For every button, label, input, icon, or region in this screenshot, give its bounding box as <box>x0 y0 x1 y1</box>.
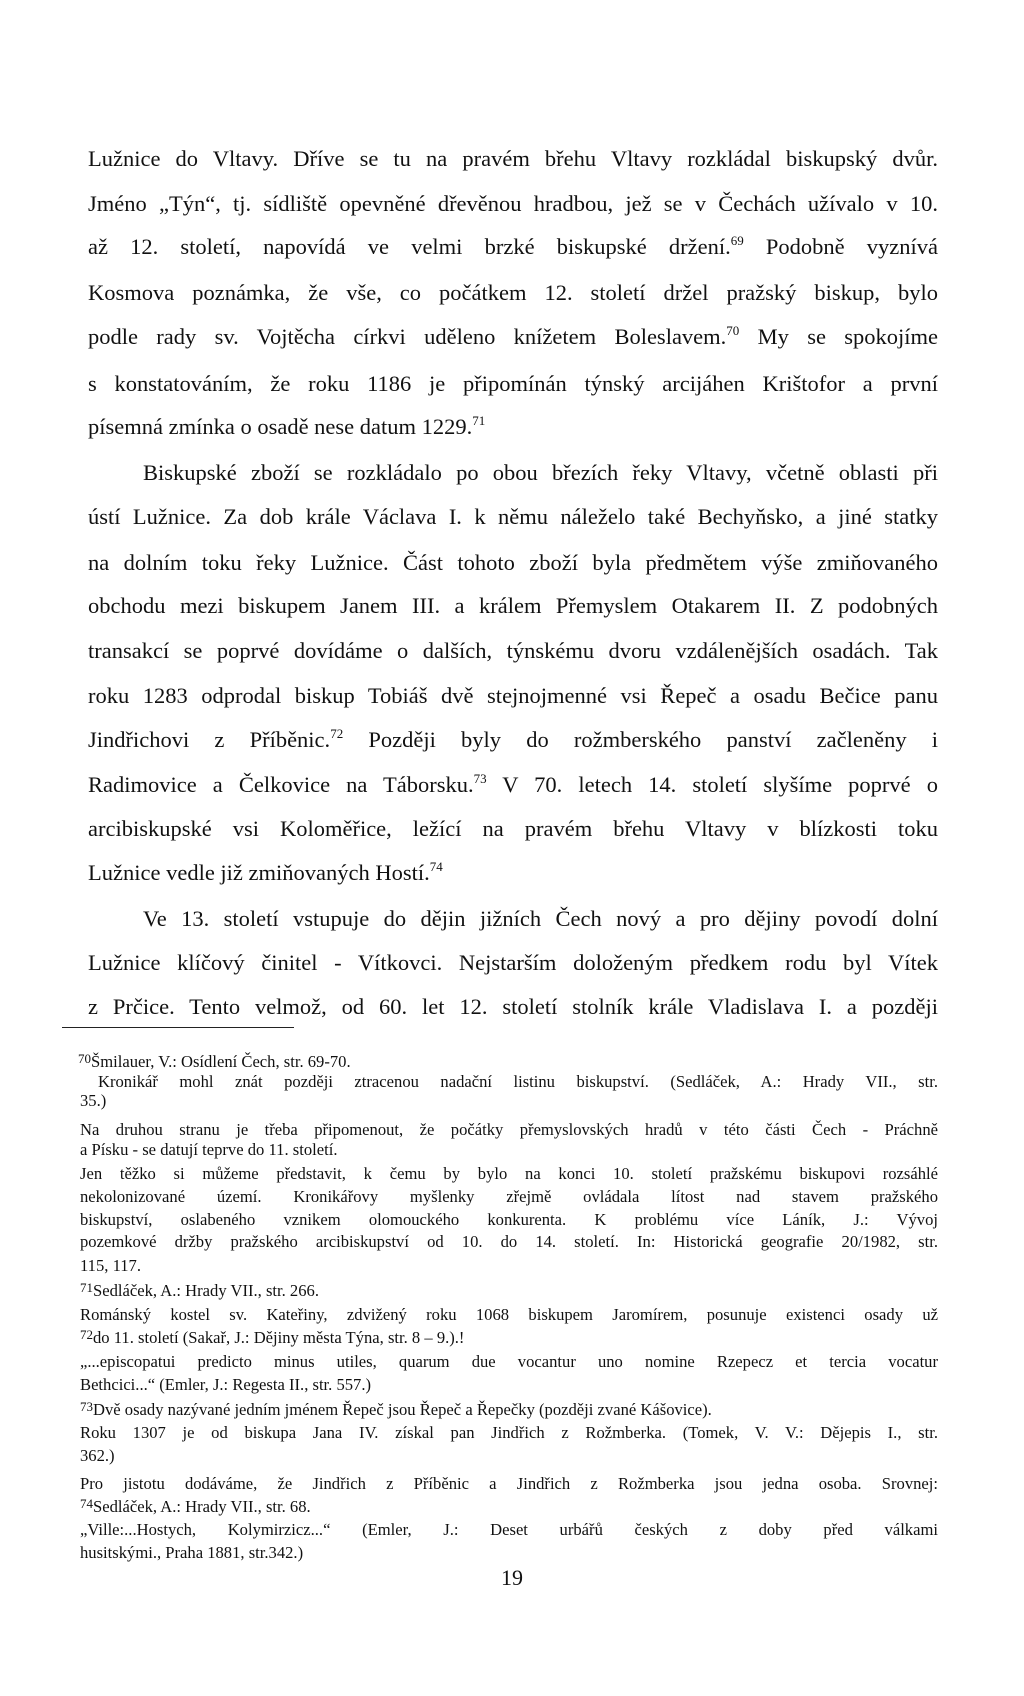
body-line: na dolním toku řeky Lužnice. Část tohoto zboží byla předmětem výše zmiňovaného <box>88 550 938 575</box>
body-line: roku 1283 odprodal biskup Tobiáš dvě stejnojmenné vsi Řepeč a osadu Bečice panu <box>88 683 938 708</box>
footnote-number: 70 <box>78 1051 91 1066</box>
footnote-line: Románský kostel sv. Kateřiny, zdvižený roku 1068 biskupem Jaromírem, posunuje existenci osady už <box>80 1305 938 1324</box>
footnote-line: $^{70}$Šmilauer, V.: Osídlení Čech, str. 69-70. <box>78 1051 351 1071</box>
body-line: Jindřichovi z Příběnic.$^{72}$ Později byly do rožmberského panství začleněny i <box>88 726 939 752</box>
footnote-ref: 70 <box>726 323 740 338</box>
footnote-line: nekolonizované území. Kronikářovy myšlenky zřejmě ovládala lítost nad stavem pražského <box>80 1187 938 1206</box>
footnote-line: husitskými., Praha 1881, str.342.) <box>80 1543 304 1562</box>
footnote-number: 72 <box>80 1327 93 1342</box>
body-line: Lužnice vedle již zmiňovaných Hostí.$^{74}$ <box>88 859 443 885</box>
footnote-line: $^{72}$do 11. století (Sakař, J.: Dějiny města Týna, str. 8 – 9.).! <box>80 1327 465 1347</box>
footnote-line: Jen těžko si můžeme představit, k čemu by bylo na konci 10. století pražskému biskupovi rozsáhlé <box>80 1164 938 1183</box>
footnote-line: $^{74}$Sedláček, A.: Hrady VII., str. 68. <box>80 1496 311 1516</box>
footnote-number: 74 <box>80 1496 93 1511</box>
footnote-number: 71 <box>80 1280 93 1295</box>
footnote-line: Bethcici...“ (Emler, J.: Regesta II., str. 557.) <box>80 1375 372 1394</box>
footnote-line: „...episcopatui predicto minus utiles, quarum due vocantur uno nomine Rzepecz et tercia vocatur <box>80 1352 938 1371</box>
footnote-separator <box>62 1027 294 1028</box>
body-line: transakcí se poprvé dovídáme o dalších, týnskému dvoru vzdálenějších osadách. Tak <box>88 638 938 663</box>
footnote-number: 73 <box>80 1399 93 1414</box>
footnote-line: $^{71}$Sedláček, A.: Hrady VII., str. 266. <box>80 1280 319 1300</box>
footnote-line: Pro jistotu dodáváme, že Jindřich z Příběnic a Jindřich z Rožmberka jsou jedna osoba. Srovnej: <box>80 1474 938 1493</box>
body-line: Radimovice a Čelkovice na Táborsku.$^{73}$ V 70. letech 14. století slyšíme poprvé o <box>88 771 938 797</box>
body-line: z Prčice. Tento velmož, od 60. let 12. století stolník krále Vladislava I. a později <box>88 994 938 1019</box>
footnote-ref: 71 <box>472 413 486 428</box>
body-line: Biskupské zboží se rozkládalo po obou březích řeky Vltavy, včetně oblasti při <box>143 460 938 485</box>
footnote-line: Roku 1307 je od biskupa Jana IV. získal pan Jindřich z Rožmberka. (Tomek, V. V.: Dějepis I., str. <box>80 1423 938 1442</box>
footnote-ref: 74 <box>429 859 443 874</box>
footnote-ref: 72 <box>330 726 344 741</box>
body-line: Lužnice klíčový činitel - Vítkovci. Nejstarším doloženým předkem rodu byl Vítek <box>88 950 938 975</box>
body-line: obchodu mezi biskupem Janem III. a králem Přemyslem Otakarem II. Z podobných <box>88 593 938 618</box>
footnote-line: Kronikář mohl znát později ztracenou nadační listinu biskupství. (Sedláček, A.: Hrady VII., str. <box>98 1072 938 1091</box>
body-line: podle rady sv. Vojtěcha církvi uděleno knížetem Boleslavem.$^{70}$ My se spokojíme <box>88 323 938 349</box>
footnote-line: 35.) <box>80 1091 107 1110</box>
body-line: Jméno „Týn“, tj. sídliště opevněné dřevěnou hradbou, jež se v Čechách užívalo v 10. <box>88 191 938 216</box>
page-number: 19 <box>501 1565 523 1590</box>
body-line: písemná zmínka o osadě nese datum 1229.71 <box>88 413 486 439</box>
body-line: ústí Lužnice. Za dob krále Václava I. k němu náleželo také Bechyňsko, a jiné statky <box>88 504 938 529</box>
footnote-line: Na druhou stranu je třeba připomenout, že počátky přemyslovských hradů v této části Čech - Práchně <box>80 1120 938 1139</box>
body-line: Kosmova poznámka, že vše, co počátkem 12. století držel pražský biskup, bylo <box>88 280 938 305</box>
footnote-line: pozemkové držby pražského arcibiskupství od 10. do 14. století. In: Historická geografie 20/1982, str. <box>80 1232 938 1251</box>
body-line: arcibiskupské vsi Koloměřice, ležící na pravém břehu Vltavy v blízkosti toku <box>88 816 938 841</box>
body-line: s konstatováním, že roku 1186 je připomínán týnský arcijáhen Krištofor a první <box>88 371 938 396</box>
footnote-line: biskupství, oslabeného vznikem olomouckého konkurenta. K problému více Láník, J.: Vývoj <box>80 1210 938 1229</box>
body-line: Lužnice do Vltavy. Dříve se tu na pravém břehu Vltavy rozkládal biskupský dvůr. <box>88 146 938 171</box>
footnote-line: $^{73}$Dvě osady nazývané jedním jménem Řepeč jsou Řepeč a Řepečky (později zvané Kášovice). <box>80 1399 712 1419</box>
footnote-line: a Písku - se datují teprve do 11. století. <box>80 1140 338 1159</box>
footnote-line: „Ville:...Hostych, Kolymirzicz...“ (Emler, J.: Deset urbářů českých z doby před válkami <box>80 1520 938 1539</box>
footnote-ref: 69 <box>730 233 744 248</box>
footnote-line: 115, 117. <box>80 1256 141 1275</box>
body-line: až 12. století, napovídá ve velmi brzké biskupské držení.$^{69}$ Podobně vyznívá <box>88 233 938 259</box>
footnote-ref: 73 <box>473 771 487 786</box>
footnote-line: 362.) <box>80 1446 115 1465</box>
body-line: Ve 13. století vstupuje do dějin jižních Čech nový a pro dějiny povodí dolní <box>143 906 938 931</box>
